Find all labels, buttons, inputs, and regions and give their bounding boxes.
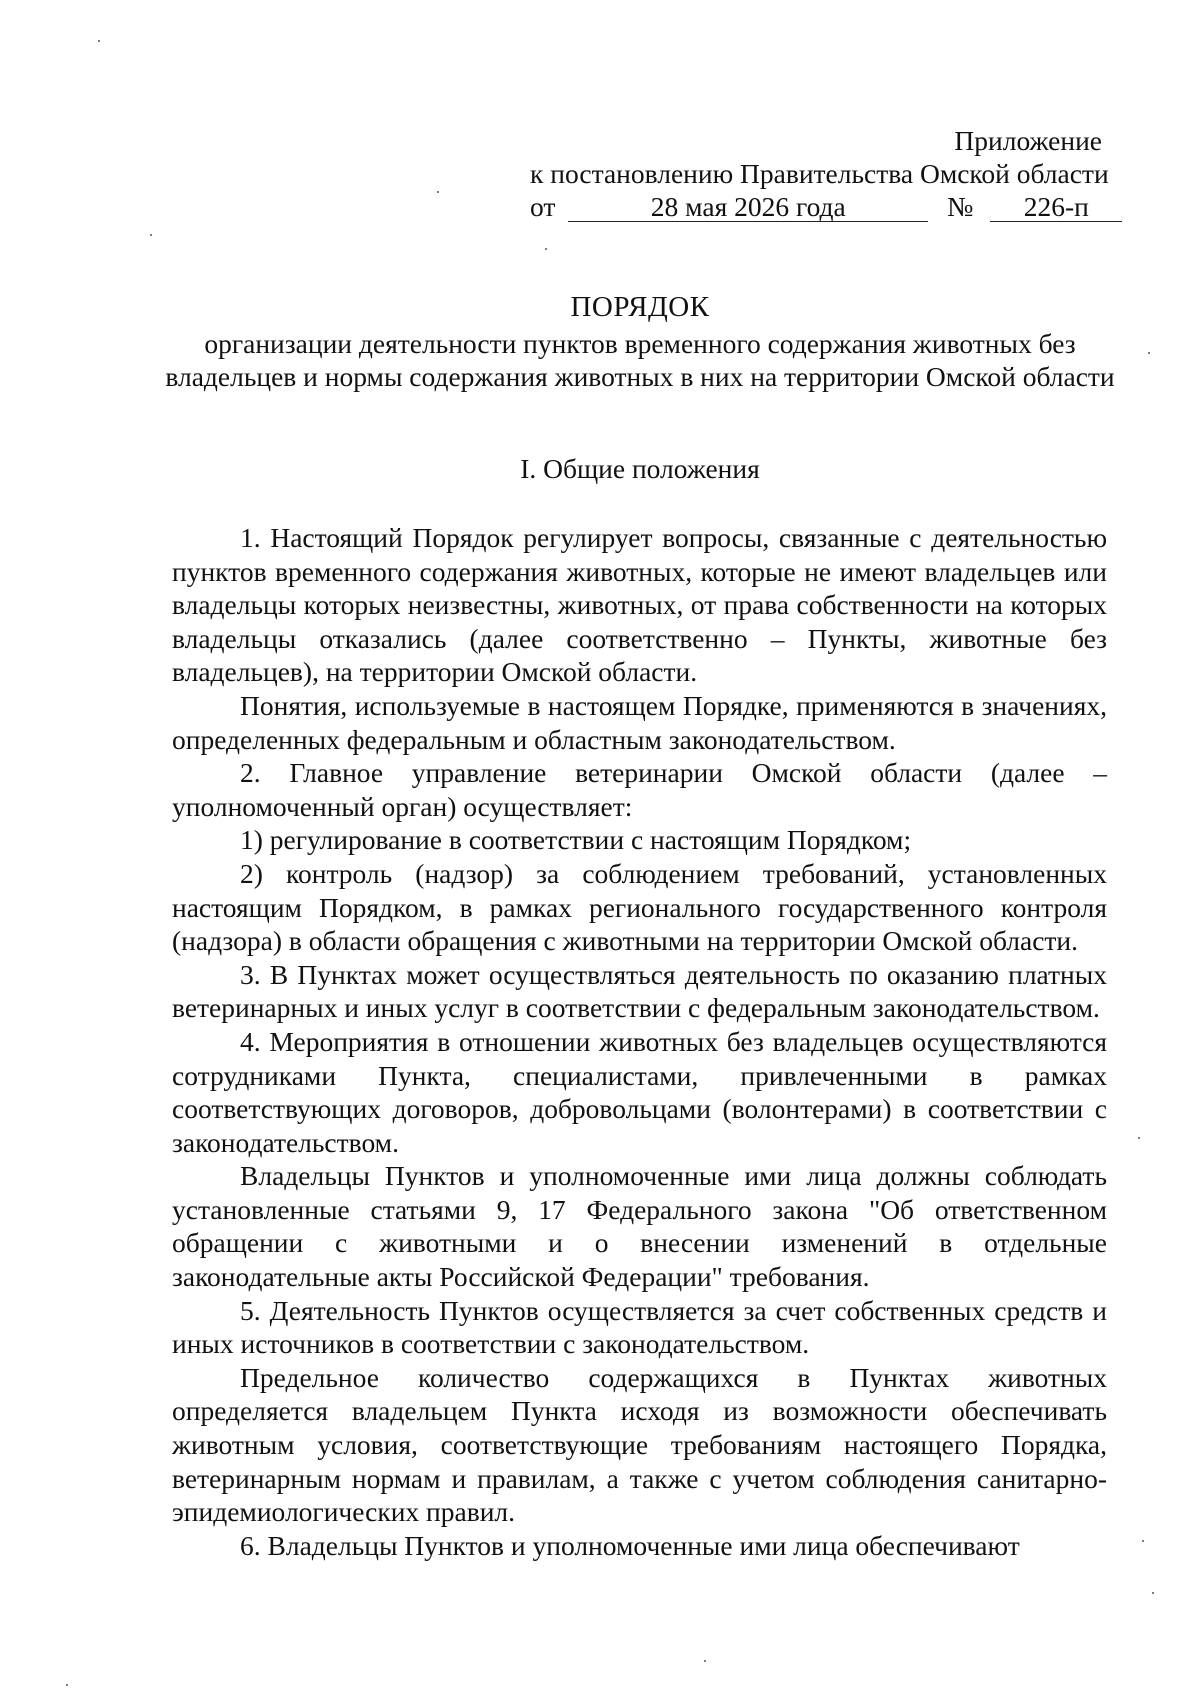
paragraph-7: 4. Мероприятия в отношении животных без владельцев осуществляются сотрудниками Пункта, специалистами, привлеченными в рамках соответствующих договоров, добровольцами (волонтерами) в соответствии с законодательством. bbox=[172, 1025, 1107, 1158]
scan-speck bbox=[150, 234, 152, 236]
scan-speck bbox=[98, 40, 100, 42]
number-prefix: № bbox=[947, 191, 974, 222]
title-main: ПОРЯДОК bbox=[570, 291, 710, 323]
paragraph-1: 1. Настоящий Порядок регулирует вопросы, связанные с деятельностью пунктов временного содержания животных, которые не имеют владельцев или владельцы которых неизвестны, животных, от права собственности на которых владельцы отказались (далее соответственно – Пункты, животные без владельцев), на территории Омской области. bbox=[172, 522, 1107, 688]
paragraph-8: Владельцы Пунктов и уполномоченные ими лица должны соблюдать установленные статьями 9, 17 Федерального закона "Об ответственном обращении с животными и о внесении изменений в отдельные законодательные акты Российской Федерации" требования. bbox=[172, 1160, 1107, 1293]
number-value: 226-п bbox=[990, 192, 1122, 222]
document-title bbox=[160, 291, 1120, 393]
scan-speck bbox=[1152, 1592, 1154, 1594]
paragraph-11: 6. Владельцы Пунктов и уполномоченные ими лица обеспечивают bbox=[240, 1529, 1020, 1561]
scan-speck bbox=[66, 1684, 68, 1686]
scan-speck bbox=[1148, 352, 1150, 354]
paragraph-3: 2. Главное управление ветеринарии Омской области (далее – уполномоченный орган) осуществляет: bbox=[172, 757, 1107, 822]
paragraph-6: 3. В Пунктах может осуществляться деятельность по оказанию платных ветеринарных и иных услуг в соответствии с федеральным законодательством. bbox=[172, 958, 1107, 1024]
appendix-line-1: Приложение bbox=[954, 125, 1102, 156]
paragraph-9: 5. Деятельность Пунктов осуществляется за счет собственных средств и иных источников в соответствии с законодательством. bbox=[172, 1294, 1107, 1360]
appendix-header bbox=[530, 124, 1109, 223]
scan-speck bbox=[1142, 1540, 1144, 1542]
section-heading: I. Общие положения bbox=[520, 453, 760, 484]
paragraph-4: 1) регулирование в соответствии с настоящим Порядком; bbox=[240, 824, 912, 856]
scan-speck bbox=[545, 248, 547, 250]
scan-speck bbox=[437, 191, 439, 193]
paragraph-5: 2) контроль (надзор) за соблюдением требований, установленных настоящим Порядком, в рамках регионального государственного контроля (надзора) в области обращения с животными на территории Омской области. bbox=[172, 857, 1107, 957]
appendix-date-row bbox=[530, 190, 1102, 223]
document-body bbox=[172, 521, 1107, 1562]
paragraph-2: Понятия, используемые в настоящем Порядке, применяются в значениях, определенных федеральным и областным законодательством. bbox=[172, 689, 1107, 755]
paragraph-10: Предельное количество содержащихся в Пунктах животных определяется владельцем Пункта исходя из возможности обеспечивать животным условия, соответствующие требованиям настоящего Порядка, ветеринарным нормам и правилам, а также с учетом соблюдения санитарно-эпидемиологических правил. bbox=[172, 1361, 1107, 1528]
appendix-line-2: к постановлению Правительства Омской области bbox=[530, 158, 1109, 189]
title-subtitle: организации деятельности пунктов временного содержания животных без владельцев и нормы содержания животных в них на территории Омской области bbox=[165, 328, 1115, 392]
scan-speck bbox=[704, 1660, 706, 1662]
date-prefix: от bbox=[530, 191, 556, 222]
date-value: 28 мая 2026 года bbox=[568, 192, 928, 222]
scan-speck bbox=[1138, 1137, 1140, 1139]
